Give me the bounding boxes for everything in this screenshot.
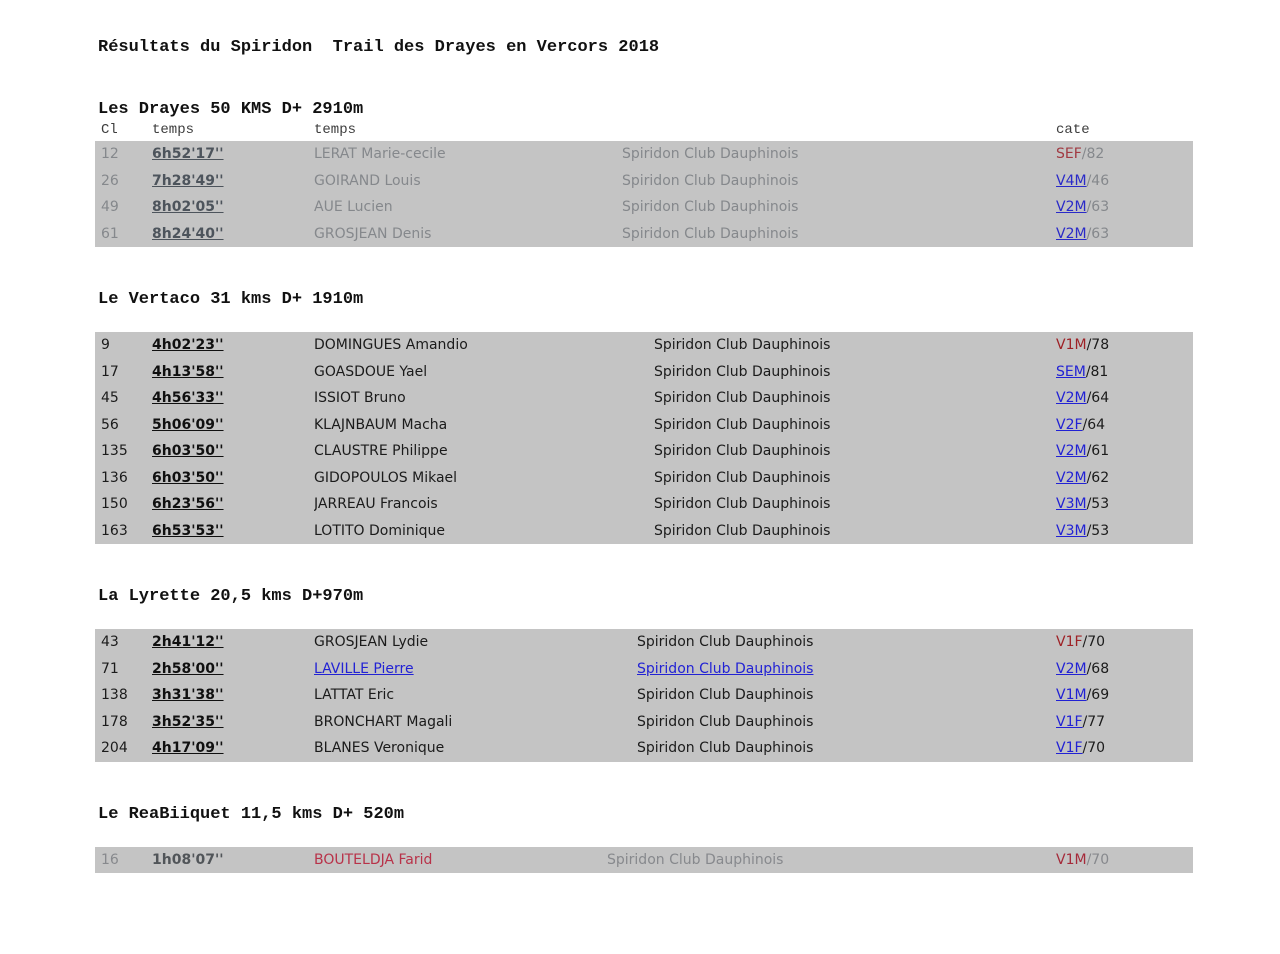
club-name: Spiridon Club Dauphinois: [622, 172, 799, 189]
result-row: [95, 518, 1193, 545]
column-header-time: temps: [152, 122, 195, 138]
result-row: [95, 359, 1193, 386]
category-link[interactable]: V2M: [1056, 660, 1087, 677]
category-link[interactable]: SEM: [1056, 363, 1086, 380]
result-row: [95, 847, 1193, 874]
runner-name: ISSIOT Bruno: [314, 390, 406, 407]
category-link: V1F: [1056, 634, 1083, 651]
club-name: Spiridon Club Dauphinois: [654, 496, 831, 513]
time-link[interactable]: 6h52'17'': [152, 146, 224, 163]
category-count: /77: [1082, 713, 1106, 730]
category-count: /70: [1082, 634, 1106, 651]
rank-cell: 43: [101, 634, 119, 651]
time-link[interactable]: 8h02'05'': [152, 199, 224, 216]
category-count: /63: [1086, 199, 1110, 216]
runner-name: BRONCHART Magali: [314, 713, 453, 730]
runner-name: BOUTELDJA Farid: [314, 851, 433, 868]
result-row: [95, 735, 1193, 762]
time-link[interactable]: 4h56'33'': [152, 390, 224, 407]
category-cell: [1056, 661, 1193, 677]
club-name: Spiridon Club Dauphinois: [637, 740, 814, 757]
result-row: [95, 385, 1193, 412]
category-link[interactable]: V2F: [1056, 416, 1083, 433]
category-cell: [1056, 714, 1193, 730]
time-link[interactable]: 8h24'40'': [152, 225, 224, 242]
club-name: Spiridon Club Dauphinois: [654, 337, 831, 354]
rank-cell: 26: [101, 172, 119, 189]
category-link[interactable]: V2M: [1056, 199, 1087, 216]
club-name: Spiridon Club Dauphinois: [654, 390, 831, 407]
runner-name: GROSJEAN Denis: [314, 225, 432, 242]
rank-cell: 163: [101, 522, 128, 539]
rank-cell: 150: [101, 496, 128, 513]
category-link[interactable]: V2M: [1056, 390, 1087, 407]
category-link[interactable]: V2M: [1056, 225, 1087, 242]
club-name: Spiridon Club Dauphinois: [607, 851, 784, 868]
rank-cell: 49: [101, 199, 119, 216]
result-row: [95, 656, 1193, 683]
result-row: [95, 141, 1193, 168]
category-count: /70: [1082, 740, 1106, 757]
rank-cell: 9: [101, 337, 110, 354]
category-link: SEF: [1056, 146, 1082, 163]
category-count: /70: [1086, 851, 1110, 868]
category-cell: [1056, 337, 1193, 353]
result-row: [95, 168, 1193, 195]
category-count: /69: [1086, 687, 1110, 704]
category-cell: [1056, 523, 1193, 539]
result-row: [95, 629, 1193, 656]
time-link[interactable]: 4h13'58'': [152, 363, 224, 380]
time-link[interactable]: 6h03'50'': [152, 443, 224, 460]
runner-name: GROSJEAN Lydie: [314, 634, 429, 651]
category-link[interactable]: V2M: [1056, 443, 1087, 460]
rank-cell: 135: [101, 443, 128, 460]
race-section: [0, 587, 1280, 762]
time-link[interactable]: 3h52'35'': [152, 713, 224, 730]
rank-cell: 61: [101, 225, 119, 242]
time-link[interactable]: 2h41'12'': [152, 634, 224, 651]
result-row: [95, 709, 1193, 736]
result-row: [95, 682, 1193, 709]
page-title: Résultats du Spiridon Trail des Drayes en Vercors 2018: [98, 38, 660, 57]
race-section: [0, 100, 1280, 247]
race-section: [0, 805, 1280, 874]
club-name: Spiridon Club Dauphinois: [637, 687, 814, 704]
rank-cell: 17: [101, 363, 119, 380]
result-row: [95, 465, 1193, 492]
column-header-name: temps: [314, 122, 357, 138]
results-table: [95, 629, 1193, 762]
club-name: Spiridon Club Dauphinois: [622, 225, 799, 242]
category-cell: [1056, 687, 1193, 703]
runner-name: LOTITO Dominique: [314, 522, 446, 539]
category-cell: [1056, 417, 1193, 433]
category-link[interactable]: V1F: [1056, 740, 1083, 757]
time-link[interactable]: 6h23'56'': [152, 496, 224, 513]
result-row: [95, 438, 1193, 465]
runner-name: AUE Lucien: [314, 199, 393, 216]
category-cell: [1056, 740, 1193, 756]
rank-cell: 138: [101, 687, 128, 704]
result-row: [95, 491, 1193, 518]
category-link[interactable]: V2M: [1056, 469, 1087, 486]
runner-name: GIDOPOULOS Mikael: [314, 469, 458, 486]
column-header-rank: Cl: [101, 122, 118, 138]
category-link[interactable]: V1M: [1056, 687, 1087, 704]
race-section: [0, 290, 1280, 544]
club-name: Spiridon Club Dauphinois: [654, 522, 831, 539]
category-count: /61: [1086, 443, 1110, 460]
rank-cell: 204: [101, 740, 128, 757]
category-count: /53: [1086, 522, 1110, 539]
category-link[interactable]: V1F: [1056, 713, 1083, 730]
time-link[interactable]: 4h17'09'': [152, 740, 224, 757]
runner-name: DOMINGUES Amandio: [314, 337, 468, 354]
column-header-category: cate: [1056, 122, 1090, 138]
category-cell: [1056, 634, 1193, 650]
runner-name: JARREAU Francois: [314, 496, 438, 513]
club-name[interactable]: Spiridon Club Dauphinois: [637, 660, 814, 677]
time-link[interactable]: 2h58'00'': [152, 660, 224, 677]
category-cell: [1056, 390, 1193, 406]
rank-cell: 12: [101, 146, 119, 163]
category-count: /46: [1086, 172, 1110, 189]
race-title: Le ReaBiiquet 11,5 kms D+ 520m: [98, 804, 405, 824]
club-name: Spiridon Club Dauphinois: [654, 363, 831, 380]
race-sections-container: [0, 100, 1280, 873]
category-cell: [1056, 173, 1193, 189]
rank-cell: 45: [101, 390, 119, 407]
category-cell: [1056, 364, 1193, 380]
category-count: /64: [1086, 390, 1110, 407]
category-cell: [1056, 146, 1193, 162]
time-link[interactable]: 7h28'49'': [152, 172, 224, 189]
category-cell: [1056, 443, 1193, 459]
category-count: /63: [1086, 225, 1110, 242]
category-cell: [1056, 226, 1193, 242]
category-link: V1M: [1056, 337, 1087, 354]
category-count: /81: [1085, 363, 1109, 380]
category-link[interactable]: V3M: [1056, 496, 1087, 513]
category-count: /53: [1086, 496, 1110, 513]
runner-name: LERAT Marie-cecile: [314, 146, 446, 163]
rank-cell: 56: [101, 416, 119, 433]
time-link: 1h08'07'': [152, 851, 224, 868]
category-cell: [1056, 852, 1193, 868]
club-name: Spiridon Club Dauphinois: [622, 199, 799, 216]
category-cell: [1056, 496, 1193, 512]
runner-name[interactable]: LAVILLE Pierre: [314, 660, 414, 677]
column-headers: [95, 122, 1193, 139]
rank-cell: 71: [101, 660, 119, 677]
time-link[interactable]: 6h53'53'': [152, 522, 224, 539]
club-name: Spiridon Club Dauphinois: [622, 146, 799, 163]
category-count: /64: [1082, 416, 1106, 433]
runner-name: BLANES Veronique: [314, 740, 445, 757]
time-link[interactable]: 3h31'38'': [152, 687, 224, 704]
results-table: [95, 332, 1193, 544]
club-name: Spiridon Club Dauphinois: [637, 634, 814, 651]
runner-name: LATTAT Eric: [314, 687, 395, 704]
category-cell: [1056, 199, 1193, 215]
race-title: La Lyrette 20,5 kms D+970m: [98, 587, 364, 606]
category-link[interactable]: V3M: [1056, 522, 1087, 539]
category-cell: [1056, 470, 1193, 486]
category-link: V1M: [1056, 851, 1087, 868]
runner-name: KLAJNBAUM Macha: [314, 416, 448, 433]
result-row: [95, 332, 1193, 359]
category-count: /82: [1081, 146, 1105, 163]
rank-cell: 178: [101, 713, 128, 730]
club-name: Spiridon Club Dauphinois: [654, 416, 831, 433]
category-count: /78: [1086, 337, 1110, 354]
category-count: /68: [1086, 660, 1110, 677]
runner-name: CLAUSTRE Philippe: [314, 443, 448, 460]
result-row: [95, 412, 1193, 439]
time-link[interactable]: 4h02'23'': [152, 337, 224, 354]
time-link[interactable]: 5h06'09'': [152, 416, 224, 433]
category-link[interactable]: V4M: [1056, 172, 1087, 189]
time-link[interactable]: 6h03'50'': [152, 469, 224, 486]
race-title: Les Drayes 50 KMS D+ 2910m: [98, 100, 364, 119]
category-count: /62: [1086, 469, 1110, 486]
runner-name: GOASDOUE Yael: [314, 363, 428, 380]
results-table: [95, 847, 1193, 874]
rank-cell: 16: [101, 851, 119, 868]
results-table: [95, 141, 1193, 247]
result-row: [95, 194, 1193, 221]
result-row: [95, 221, 1193, 248]
club-name: Spiridon Club Dauphinois: [637, 713, 814, 730]
runner-name: GOIRAND Louis: [314, 172, 421, 189]
rank-cell: 136: [101, 469, 128, 486]
club-name: Spiridon Club Dauphinois: [654, 469, 831, 486]
race-title: Le Vertaco 31 kms D+ 1910m: [98, 290, 364, 309]
club-name: Spiridon Club Dauphinois: [654, 443, 831, 460]
